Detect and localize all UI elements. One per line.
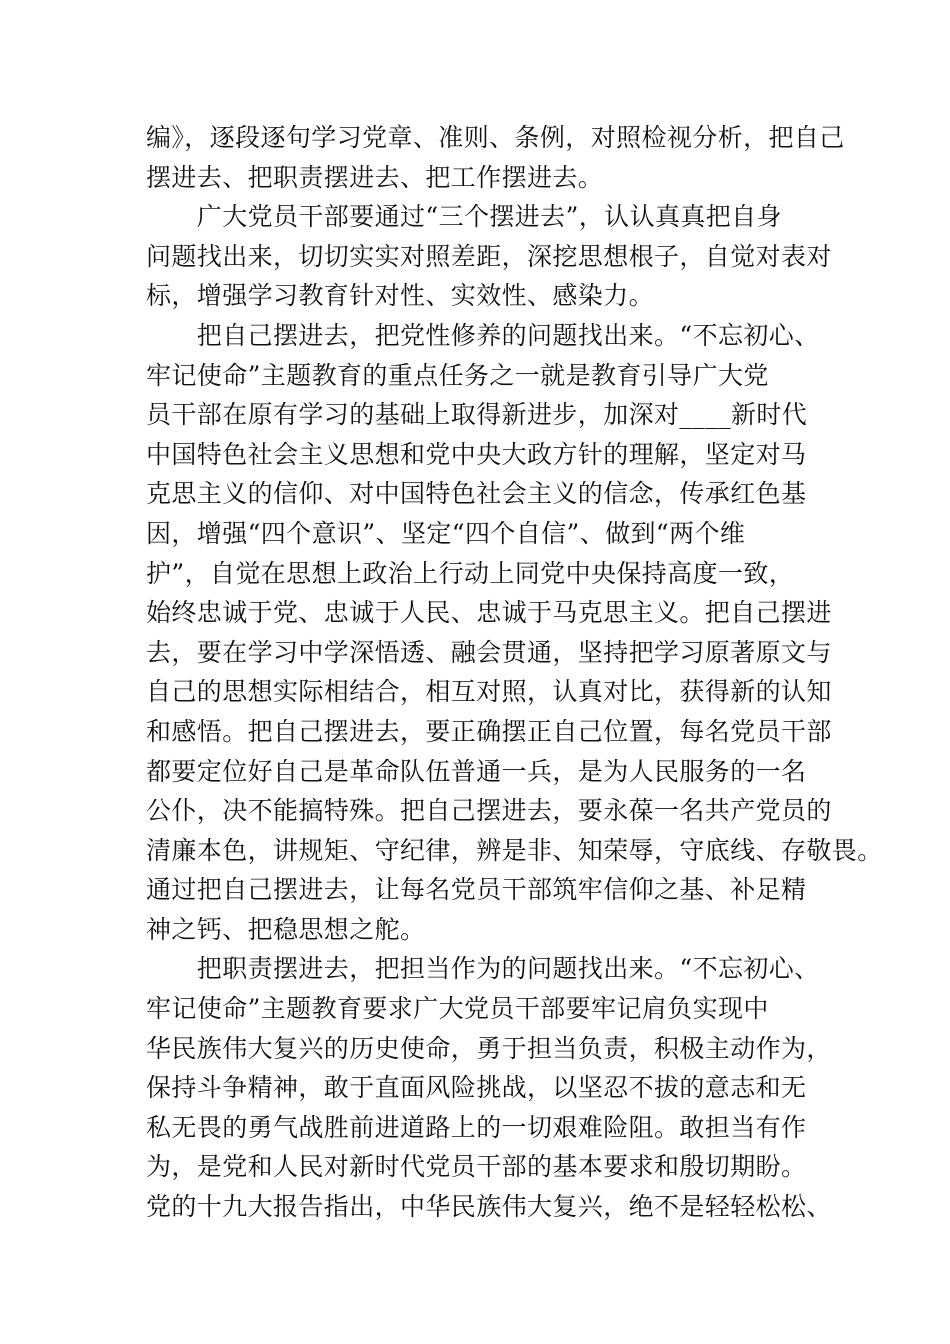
text-line: 保持斗争精神，敢于直面风险挑战，以坚忍不拔的意志和无 (146, 1073, 807, 1103)
text-line: 标，增强学习教育针对性、实效性、感染力。 (146, 281, 655, 311)
text-line: 清廉本色，讲规矩、守纪律，辨是非、知荣辱，守底线、存敬畏。 (146, 835, 883, 865)
text-line: 为，是党和人民对新时代党员干部的基本要求和殷切期盼。 (146, 1152, 807, 1182)
text-line: 神之钙、把稳思想之舵。 (146, 914, 426, 944)
text-line: 编》，逐段逐句学习党章、准则、条例，对照检视分析，把自己 (146, 123, 845, 152)
text-line: 因，增强“四个意识”、坚定“四个自信”、做到“两个维 (146, 518, 746, 548)
text-line: 牢记使命”主题教育的重点任务之一就是教育引导广大党 (146, 360, 769, 390)
text-line: 通过把自己摆进去，让每名党员干部筑牢信仰之基、补足精 (146, 875, 807, 905)
text-line: 华民族伟大复兴的历史使命，勇于担当负责，积极主动作为， (146, 1033, 832, 1063)
text-line: 党的十九大报告指出，中华民族伟大复兴，绝不是轻轻松松、 (146, 1192, 832, 1222)
text-line: 公仆，决不能搞特殊。把自己摆进去，要永葆一名共产党员的 (146, 796, 832, 826)
text-line: 护”，自觉在思想上政治上行动上同党中央保持高度一致， (146, 558, 795, 588)
text-line: 去，要在学习中学深悟透、融会贯通，坚持把学习原著原文与 (146, 637, 832, 667)
text-line: 摆进去、把职责摆进去、把工作摆进去。 (146, 162, 604, 192)
text-line: 广大党员干部要通过“三个摆进去”，认认真真把自身 (146, 202, 782, 232)
text-line: 和感悟。把自己摆进去，要正确摆正自己位置，每名党员干部 (146, 716, 832, 746)
text-line: 员干部在原有学习的基础上取得新进步，加深对____新时代 (146, 400, 808, 430)
text-line: 私无畏的勇气战胜前进道路上的一切艰难险阻。敢担当有作 (146, 1112, 807, 1142)
text-line: 牢记使命”主题教育要求广大党员干部要牢记肩负实现中 (146, 994, 769, 1024)
text-line: 问题找出来，切切实实对照差距，深挖思想根子，自觉对表对 (146, 241, 832, 271)
text-line: 都要定位好自己是革命队伍普通一兵，是为人民服务的一名 (146, 756, 807, 786)
text-line: 中国特色社会主义思想和党中央大政方针的理解，坚定对马 (146, 439, 807, 469)
text-line: 把自己摆进去，把党性修养的问题找出来。“不忘初心、 (146, 320, 820, 350)
text-line: 始终忠诚于党、忠诚于人民、忠诚于马克思主义。把自己摆进 (146, 598, 832, 628)
text-line: 把职责摆进去，把担当作为的问题找出来。“不忘初心、 (146, 954, 820, 984)
text-line: 克思主义的信仰、对中国特色社会主义的信念，传承红色基 (146, 479, 807, 509)
document-body (146, 118, 883, 1227)
text-line: 自己的思想实际相结合，相互对照，认真对比，获得新的认知 (146, 677, 832, 707)
